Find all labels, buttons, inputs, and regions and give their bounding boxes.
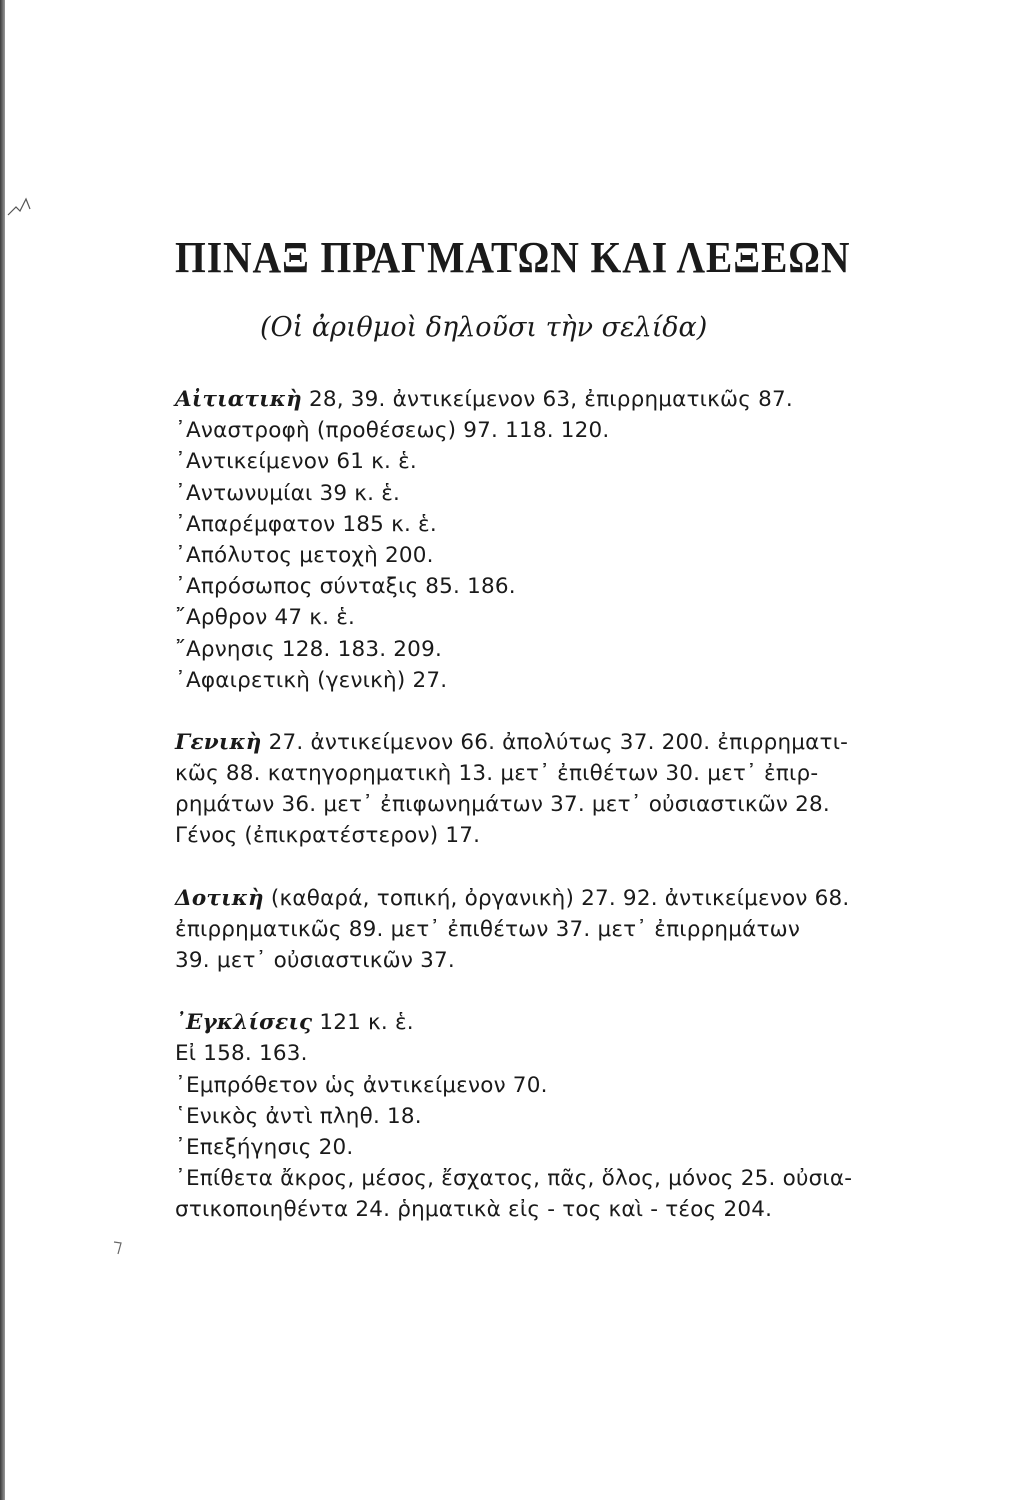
entry-text: 121 κ. ἑ.	[312, 1010, 414, 1036]
index-line: Εἰ 158. 163.	[175, 1041, 308, 1067]
index-line: Γένος (ἐπικρατέστερον) 17.	[175, 823, 481, 849]
index-line: ᾿Αντικείμενον 61 κ. ἑ.	[175, 449, 417, 475]
index-line: ᾿Επεξήγησις 20.	[175, 1134, 354, 1160]
page-title: ΠΙΝΑΞ ΠΡΑΓΜΑΤΩΝ ΚΑΙ ΛΕΞΕΩΝ	[175, 233, 851, 282]
entry-heading: Γενικὴ	[175, 729, 262, 755]
index-line: ῾Ενικὸς ἀντὶ πληθ. 18.	[175, 1103, 422, 1129]
index-line: κῶς 88. κατηγορηματικὴ 13. μετ᾿ ἐπιθέτων 30. μετ᾿ ἐπιρ-	[175, 761, 819, 787]
index-line	[175, 727, 875, 758]
index-line: ᾿Εμπρόθετον ὡς ἀντικείμενον 70.	[175, 1072, 548, 1098]
index-group-genitive	[175, 727, 875, 852]
entry-heading: Δοτικὴ	[175, 885, 264, 911]
scan-mark-icon	[6, 195, 34, 217]
index-line	[175, 883, 875, 914]
index-line: ᾿Επίθετα ἄκρος, μέσος, ἔσχατος, πᾶς, ὅλος, μόνος 25. οὐσια-	[175, 1166, 853, 1192]
index-group-epsilon	[175, 1007, 875, 1225]
entry-heading: ᾿Εγκλίσεις	[175, 1010, 313, 1036]
page-subtitle: (Οἱ ἀριθμοὶ δηλοῦσι τὴν σελίδα)	[260, 312, 708, 343]
index-line: ᾿Αφαιρετικὴ (γενικὴ) 27.	[175, 667, 448, 693]
index-line: ᾿Απαρέμφατον 185 κ. ἑ.	[175, 511, 437, 537]
index-line: ῎Αρθρον 47 κ. ἑ.	[175, 605, 356, 631]
index-line: ἐπιρρηματικῶς 89. μετ᾿ ἐπιθέτων 37. μετ᾿ ἐπιρρημάτων	[175, 916, 801, 942]
index-line: ᾿Απόλυτος μετοχὴ 200.	[175, 542, 434, 568]
entry-heading: Αἰτιατικὴ	[175, 387, 302, 412]
index-line: ῎Αρνησις 128. 183. 209.	[175, 636, 442, 662]
index-line: στικοποιηθέντα 24. ῥηματικὰ εἰς - τος καὶ - τέος 204.	[175, 1197, 773, 1223]
entry-text: 27. ἀντικείμενον 66. ἀπολύτως 37. 200. ἐπιρρηματι-	[261, 729, 849, 755]
index-line: ᾿Απρόσωπος σύνταξις 85. 186.	[175, 574, 516, 600]
index-line: ρημάτων 36. μετ᾿ ἐπιφωνημάτων 37. μετ᾿ οὐσιαστικῶν 28.	[175, 792, 830, 818]
entry-text: (καθαρά, τοπική, ὀργανικὴ) 27. 92. ἀντικείμενον 68.	[263, 885, 850, 911]
index-line	[175, 1007, 875, 1038]
index-line: 39. μετ᾿ οὐσιαστικῶν 37.	[175, 948, 455, 973]
index-group-accusative	[175, 384, 875, 696]
stray-mark-icon	[113, 1240, 123, 1256]
page-edge-shadow	[0, 0, 5, 1500]
index-group-dative	[175, 883, 875, 977]
entry-text: 28, 39. ἀντικείμενον 63, ἐπιρρηματικῶς 87.	[301, 387, 793, 412]
index-entries	[175, 384, 875, 1226]
index-line	[175, 384, 875, 415]
index-line: ᾿Αναστροφὴ (προθέσεως) 97. 118. 120.	[175, 418, 610, 444]
index-line: ᾿Αντωνυμίαι 39 κ. ἑ.	[175, 480, 401, 506]
